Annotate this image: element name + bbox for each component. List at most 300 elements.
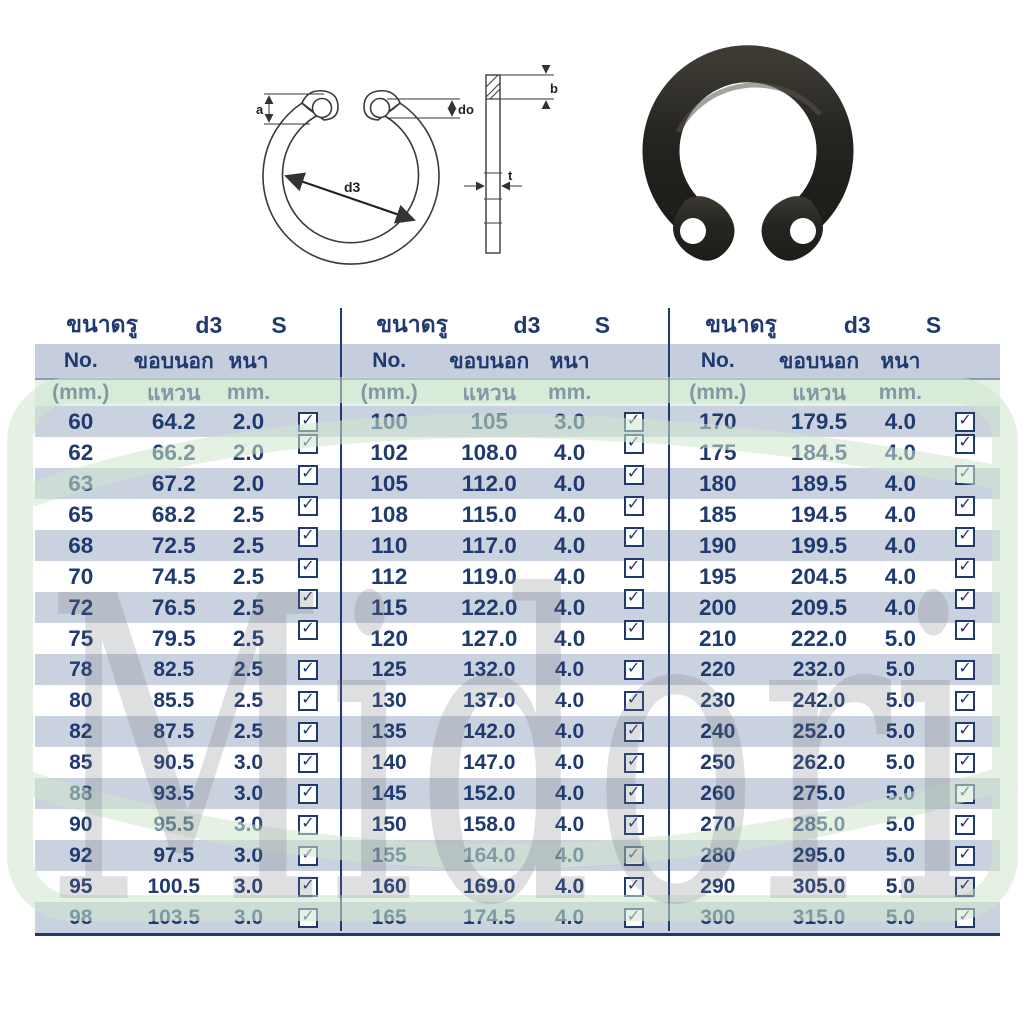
check-icon: ✓ xyxy=(626,464,641,482)
hole-size-no: 60 xyxy=(68,408,94,434)
availability-checkbox[interactable] xyxy=(624,815,644,835)
thickness-value: 3.0 xyxy=(233,750,264,774)
table-row xyxy=(35,654,340,685)
ring-outer-edge-value: 204.5 xyxy=(790,563,848,589)
availability-checkbox[interactable] xyxy=(624,412,644,432)
ring-outer-edge-value: 87.5 xyxy=(153,719,195,743)
thickness-value: 2.0 xyxy=(232,408,265,434)
check-icon: ✓ xyxy=(301,495,315,513)
availability-checkbox[interactable] xyxy=(955,908,975,928)
hole-size-no: 260 xyxy=(700,781,736,805)
table-row xyxy=(35,406,340,437)
table-row xyxy=(668,464,1000,499)
thickness-value: 4.0 xyxy=(884,408,917,434)
availability-checkbox[interactable] xyxy=(624,784,644,804)
table-row xyxy=(340,526,668,561)
availability-checkbox[interactable] xyxy=(955,846,975,866)
column-header-row-1 xyxy=(340,344,668,380)
ring-outer-edge-value: 164.0 xyxy=(462,843,516,867)
check-icon: ✓ xyxy=(958,690,972,708)
availability-checkbox[interactable] xyxy=(298,558,318,578)
check-icon: ✓ xyxy=(626,845,641,863)
spec-table-panel xyxy=(668,306,1000,931)
availability-checkbox[interactable] xyxy=(955,660,975,680)
ring-outer-edge-value: 252.0 xyxy=(792,719,846,743)
ring-outer-edge-value: 115.0 xyxy=(461,501,517,527)
availability-checkbox[interactable] xyxy=(955,722,975,742)
availability-checkbox[interactable] xyxy=(298,434,318,454)
check-icon: ✓ xyxy=(958,659,972,677)
ring-outer-edge-value: 97.5 xyxy=(153,843,195,867)
title-s: S xyxy=(925,311,942,338)
ring-outer-edge-value: 295.0 xyxy=(792,843,846,867)
thickness-value: 4.0 xyxy=(884,470,917,496)
availability-checkbox[interactable] xyxy=(624,589,644,609)
check-icon: ✓ xyxy=(958,752,972,770)
thickness-value: 2.5 xyxy=(232,563,265,589)
ring-outer-edge-value: 112.0 xyxy=(461,470,517,496)
hole-size-no: 115 xyxy=(371,594,408,620)
table-row xyxy=(340,747,668,778)
ring-outer-edge-value: 79.5 xyxy=(151,625,196,651)
column-header-row-2 xyxy=(668,380,1000,406)
thickness-value: 4.0 xyxy=(553,501,586,527)
table-row xyxy=(668,433,1000,468)
ring-outer-edge-value: 194.5 xyxy=(790,501,848,527)
ring-outer-edge-value: 72.5 xyxy=(151,532,196,558)
check-icon: ✓ xyxy=(958,876,972,894)
availability-checkbox[interactable] xyxy=(624,620,644,640)
table-divider xyxy=(340,308,342,931)
thickness-value: 2.0 xyxy=(232,439,265,465)
ring-outer-edge-value: 103.5 xyxy=(147,905,201,929)
table-row xyxy=(35,871,340,902)
check-icon: ✓ xyxy=(958,464,972,482)
header-ring: แหวน xyxy=(462,381,516,405)
thickness-value: 3.0 xyxy=(233,905,264,929)
availability-checkbox[interactable] xyxy=(955,412,975,432)
header-outer-edge: ขอบนอก xyxy=(779,349,860,373)
availability-checkbox[interactable] xyxy=(298,908,318,928)
availability-checkbox[interactable] xyxy=(955,691,975,711)
thickness-value: 5.0 xyxy=(885,781,915,805)
availability-checkbox[interactable] xyxy=(624,527,644,547)
thickness-value: 4.0 xyxy=(553,470,586,496)
table-row xyxy=(668,619,1000,654)
check-icon: ✓ xyxy=(958,907,972,925)
hole-size-no: 75 xyxy=(68,625,94,651)
title-d3: d3 xyxy=(195,311,223,338)
availability-checkbox[interactable] xyxy=(298,877,318,897)
ring-outer-edge-value: 262.0 xyxy=(792,750,846,774)
table-title xyxy=(668,306,1000,344)
ring-outer-edge-value: 222.0 xyxy=(790,625,848,651)
thickness-value: 5.0 xyxy=(885,812,915,836)
availability-checkbox[interactable] xyxy=(955,589,975,609)
ring-outer-edge-value: 132.0 xyxy=(462,657,516,681)
title-s: S xyxy=(594,311,611,338)
hole-size-no: 145 xyxy=(371,781,407,805)
thickness-value: 4.0 xyxy=(554,719,585,743)
thickness-value: 3.0 xyxy=(233,843,264,867)
availability-checkbox[interactable] xyxy=(955,784,975,804)
availability-checkbox[interactable] xyxy=(624,691,644,711)
ring-outer-edge-value: 90.5 xyxy=(153,750,195,774)
hole-size-no: 130 xyxy=(371,688,407,712)
table-row xyxy=(35,433,340,468)
check-icon: ✓ xyxy=(958,557,972,575)
availability-checkbox[interactable] xyxy=(955,815,975,835)
availability-checkbox[interactable] xyxy=(624,660,644,680)
availability-checkbox[interactable] xyxy=(955,496,975,516)
table-row xyxy=(35,840,340,871)
check-icon: ✓ xyxy=(626,876,641,894)
header-ring: แหวน xyxy=(147,381,201,405)
availability-checkbox[interactable] xyxy=(955,527,975,547)
right-lug-hole xyxy=(371,99,390,118)
hole-size-no: 270 xyxy=(700,812,736,836)
spec-table-panel xyxy=(340,306,668,931)
thickness-value: 5.0 xyxy=(885,750,915,774)
check-icon: ✓ xyxy=(301,783,315,801)
thickness-value: 5.0 xyxy=(885,688,915,712)
header-ring: แหวน xyxy=(792,381,846,405)
table-row xyxy=(35,557,340,592)
availability-checkbox[interactable] xyxy=(298,753,318,773)
table-row xyxy=(668,902,1000,933)
hole-size-no: 170 xyxy=(699,408,737,434)
availability-checkbox[interactable] xyxy=(298,846,318,866)
availability-checkbox[interactable] xyxy=(298,660,318,680)
table-row xyxy=(35,778,340,809)
availability-checkbox[interactable] xyxy=(624,753,644,773)
ring-outer-edge-value: 108.0 xyxy=(461,439,518,465)
availability-checkbox[interactable] xyxy=(624,846,644,866)
ring-outer-edge-value: 315.0 xyxy=(792,905,846,929)
check-icon: ✓ xyxy=(301,619,315,637)
check-icon: ✓ xyxy=(626,495,641,513)
thickness-value: 4.0 xyxy=(554,905,585,929)
ring-outer-edge-value: 127.0 xyxy=(461,625,518,651)
availability-checkbox[interactable] xyxy=(298,496,318,516)
check-icon: ✓ xyxy=(958,845,972,863)
dim-a-label: a xyxy=(256,102,264,117)
ring-outer-edge-value: 93.5 xyxy=(153,781,195,805)
thickness-value: 4.0 xyxy=(554,812,585,836)
title-s: S xyxy=(271,311,287,338)
thickness-value: 4.0 xyxy=(553,439,586,465)
header-no: No. xyxy=(372,349,407,372)
check-icon: ✓ xyxy=(301,876,315,894)
availability-checkbox[interactable] xyxy=(624,465,644,485)
ring-outer-edge-value: 66.2 xyxy=(151,439,196,465)
ring-outer-edge-value: 152.0 xyxy=(462,781,516,805)
ring-outer-edge-value: 74.5 xyxy=(151,563,196,589)
hole-size-no: 105 xyxy=(370,470,408,496)
availability-checkbox[interactable] xyxy=(955,620,975,640)
column-header-row-1 xyxy=(668,344,1000,380)
dim-t-label: t xyxy=(508,168,513,183)
hole-size-no: 230 xyxy=(700,688,736,712)
header-no-unit: (mm.) xyxy=(360,381,418,404)
check-icon: ✓ xyxy=(958,526,972,544)
check-icon: ✓ xyxy=(958,814,972,832)
title-d3: d3 xyxy=(843,311,871,338)
availability-checkbox[interactable] xyxy=(298,412,318,432)
ring-outer-edge-value: 189.5 xyxy=(790,470,848,496)
ring-outer-edge-value: 82.5 xyxy=(153,657,195,681)
table-row xyxy=(668,406,1000,437)
table-row xyxy=(340,557,668,592)
ring-outer-edge-value: 122.0 xyxy=(461,594,518,620)
ring-outer-edge-value: 209.5 xyxy=(790,594,848,620)
availability-checkbox[interactable] xyxy=(298,465,318,485)
hole-size-no: 175 xyxy=(699,439,737,465)
check-icon: ✓ xyxy=(301,588,315,606)
availability-checkbox[interactable] xyxy=(955,558,975,578)
table-row xyxy=(668,716,1000,747)
thickness-value: 4.0 xyxy=(884,532,917,558)
title-d3: d3 xyxy=(513,311,541,338)
thickness-value: 4.0 xyxy=(884,594,917,620)
hole-size-no: 195 xyxy=(699,563,737,589)
thickness-value: 3.0 xyxy=(553,408,586,434)
availability-checkbox[interactable] xyxy=(955,877,975,897)
table-row xyxy=(340,778,668,809)
check-icon: ✓ xyxy=(301,752,315,770)
availability-checkbox[interactable] xyxy=(624,496,644,516)
ring-outer-edge-value: 179.5 xyxy=(790,408,848,434)
ring-outer-edge-value: 137.0 xyxy=(462,688,516,712)
thickness-value: 3.0 xyxy=(233,874,264,898)
thickness-value: 4.0 xyxy=(884,439,917,465)
availability-checkbox[interactable] xyxy=(955,753,975,773)
thickness-value: 5.0 xyxy=(884,625,917,651)
check-icon: ✓ xyxy=(626,752,641,770)
hole-size-no: 85 xyxy=(69,750,93,774)
hole-size-no: 125 xyxy=(371,657,407,681)
ring-outer-edge-value: 68.2 xyxy=(151,501,196,527)
thickness-value: 2.5 xyxy=(232,594,265,620)
spec-table-panel xyxy=(35,306,340,931)
thickness-value: 4.0 xyxy=(553,563,586,589)
header-mm: mm. xyxy=(547,381,592,404)
table-row xyxy=(35,747,340,778)
title-hole-size: ขนาดรู xyxy=(705,311,777,337)
table-row xyxy=(668,654,1000,685)
thickness-value: 4.0 xyxy=(554,657,585,681)
thickness-value: 4.0 xyxy=(554,843,585,867)
ring-outer-edge-value: 95.5 xyxy=(153,812,195,836)
hole-size-no: 95 xyxy=(69,874,93,898)
header-outer-edge: ขอบนอก xyxy=(133,349,214,373)
ring-outer-edge-value: 117.0 xyxy=(461,532,517,558)
thickness-value: 2.5 xyxy=(233,688,264,712)
ring-outer-edge-value: 64.2 xyxy=(151,408,196,434)
thickness-value: 4.0 xyxy=(554,750,585,774)
table-row xyxy=(340,495,668,530)
ring-outer-edge-value: 85.5 xyxy=(153,688,195,712)
table-row xyxy=(668,871,1000,902)
availability-checkbox[interactable] xyxy=(298,527,318,547)
ring-outer-edge-value: 119.0 xyxy=(461,563,517,589)
thickness-value: 3.0 xyxy=(233,781,264,805)
check-icon: ✓ xyxy=(626,526,641,544)
header-no-unit: (mm.) xyxy=(689,381,747,404)
header-outer-edge: ขอบนอก xyxy=(449,349,530,373)
hole-size-no: 240 xyxy=(700,719,736,743)
hole-size-no: 155 xyxy=(371,843,407,867)
hole-size-no: 160 xyxy=(371,874,407,898)
ring-outer-edge-value: 305.0 xyxy=(792,874,846,898)
table-row xyxy=(668,840,1000,871)
table-row xyxy=(340,464,668,499)
availability-checkbox[interactable] xyxy=(624,434,644,454)
table-row xyxy=(668,778,1000,809)
hole-size-no: 65 xyxy=(68,501,94,527)
table-row xyxy=(35,685,340,716)
check-icon: ✓ xyxy=(301,814,315,832)
circlip-side-diagram xyxy=(462,55,566,283)
table-row xyxy=(340,433,668,468)
check-icon: ✓ xyxy=(626,557,641,575)
check-icon: ✓ xyxy=(958,721,972,739)
availability-checkbox[interactable] xyxy=(624,722,644,742)
ring-outer-edge-value: 232.0 xyxy=(792,657,846,681)
table-row xyxy=(668,685,1000,716)
availability-checkbox[interactable] xyxy=(624,558,644,578)
hole-size-no: 108 xyxy=(370,501,408,527)
thickness-value: 5.0 xyxy=(885,657,915,681)
hole-size-no: 300 xyxy=(700,905,736,929)
hole-size-no: 102 xyxy=(370,439,408,465)
thickness-value: 2.0 xyxy=(232,470,265,496)
table-rows xyxy=(668,406,1000,936)
check-icon: ✓ xyxy=(301,907,315,925)
hole-size-no: 165 xyxy=(371,905,407,929)
check-icon: ✓ xyxy=(958,783,972,801)
hole-size-no: 290 xyxy=(700,874,736,898)
thickness-value: 5.0 xyxy=(885,719,915,743)
availability-checkbox[interactable] xyxy=(624,877,644,897)
spec-tables-section xyxy=(35,306,1000,931)
table-row xyxy=(35,902,340,933)
check-icon: ✓ xyxy=(626,619,641,637)
check-icon: ✓ xyxy=(626,907,641,925)
check-icon: ✓ xyxy=(301,721,315,739)
hole-size-no: 140 xyxy=(371,750,407,774)
availability-checkbox[interactable] xyxy=(298,722,318,742)
hole-size-no: 185 xyxy=(699,501,737,527)
thickness-value: 4.0 xyxy=(884,501,917,527)
check-icon: ✓ xyxy=(958,411,972,429)
header-thickness: หนา xyxy=(880,349,921,373)
check-icon: ✓ xyxy=(958,588,972,606)
availability-checkbox[interactable] xyxy=(955,465,975,485)
ring-outer-edge-value: 105 xyxy=(470,408,508,434)
thickness-value: 2.5 xyxy=(232,625,265,651)
thickness-value: 2.5 xyxy=(232,532,265,558)
table-row xyxy=(340,619,668,654)
check-icon: ✓ xyxy=(301,411,315,429)
hole-size-no: 135 xyxy=(371,719,407,743)
thickness-value: 4.0 xyxy=(554,781,585,805)
dim-do-label: do xyxy=(458,102,474,117)
ring-outer-edge-value: 142.0 xyxy=(462,719,516,743)
header-mm: mm. xyxy=(878,381,922,404)
table-row xyxy=(35,588,340,623)
hole-size-no: 62 xyxy=(68,439,94,465)
ring-outer-edge-value: 158.0 xyxy=(462,812,516,836)
circlip-front-diagram xyxy=(222,58,474,270)
table-rows xyxy=(340,406,668,936)
availability-checkbox[interactable] xyxy=(298,815,318,835)
hole-size-no: 120 xyxy=(370,625,408,651)
watermark-text: Midori xyxy=(44,509,980,950)
availability-checkbox[interactable] xyxy=(298,620,318,640)
hole-size-no: 280 xyxy=(700,843,736,867)
availability-checkbox[interactable] xyxy=(298,784,318,804)
table-row xyxy=(340,902,668,933)
availability-checkbox[interactable] xyxy=(955,434,975,454)
hole-size-no: 88 xyxy=(69,781,93,805)
table-row xyxy=(340,716,668,747)
dim-b-label: b xyxy=(550,81,558,96)
check-icon: ✓ xyxy=(301,464,315,482)
thickness-value: 2.5 xyxy=(233,719,264,743)
thickness-value: 5.0 xyxy=(885,905,915,929)
table-row xyxy=(340,840,668,871)
table-row xyxy=(340,871,668,902)
hole-size-no: 63 xyxy=(68,470,94,496)
table-rows xyxy=(35,406,340,936)
availability-checkbox[interactable] xyxy=(298,691,318,711)
hole-size-no: 200 xyxy=(699,594,737,620)
section-bar xyxy=(486,75,500,253)
availability-checkbox[interactable] xyxy=(298,589,318,609)
table-row xyxy=(35,716,340,747)
hole-size-no: 112 xyxy=(371,563,408,589)
table-row xyxy=(340,654,668,685)
table-divider xyxy=(668,308,670,931)
hole-size-no: 70 xyxy=(68,563,94,589)
header-thickness: หนา xyxy=(549,349,590,373)
check-icon: ✓ xyxy=(626,721,641,739)
table-title xyxy=(35,306,340,344)
thickness-value: 4.0 xyxy=(553,594,586,620)
availability-checkbox[interactable] xyxy=(624,908,644,928)
header-no: No. xyxy=(63,349,98,372)
hole-size-no: 82 xyxy=(69,719,93,743)
ring-outer-edge-value: 184.5 xyxy=(790,439,848,465)
header-no: No. xyxy=(700,349,735,372)
header-mm: mm. xyxy=(226,381,271,404)
thickness-value: 5.0 xyxy=(885,843,915,867)
ring-outer-edge-value: 147.0 xyxy=(462,750,516,774)
hole-size-no: 98 xyxy=(69,905,93,929)
check-icon: ✓ xyxy=(301,433,315,451)
table-row xyxy=(35,619,340,654)
ring-outer-edge-value: 199.5 xyxy=(790,532,848,558)
hole-size-no: 90 xyxy=(69,812,93,836)
hole-size-no: 210 xyxy=(699,625,737,651)
check-icon: ✓ xyxy=(958,433,972,451)
table-row xyxy=(340,809,668,840)
dim-d3-label: d3 xyxy=(344,179,361,195)
table-row xyxy=(340,685,668,716)
ring-outer-edge-value: 67.2 xyxy=(151,470,196,496)
table-row xyxy=(35,464,340,499)
